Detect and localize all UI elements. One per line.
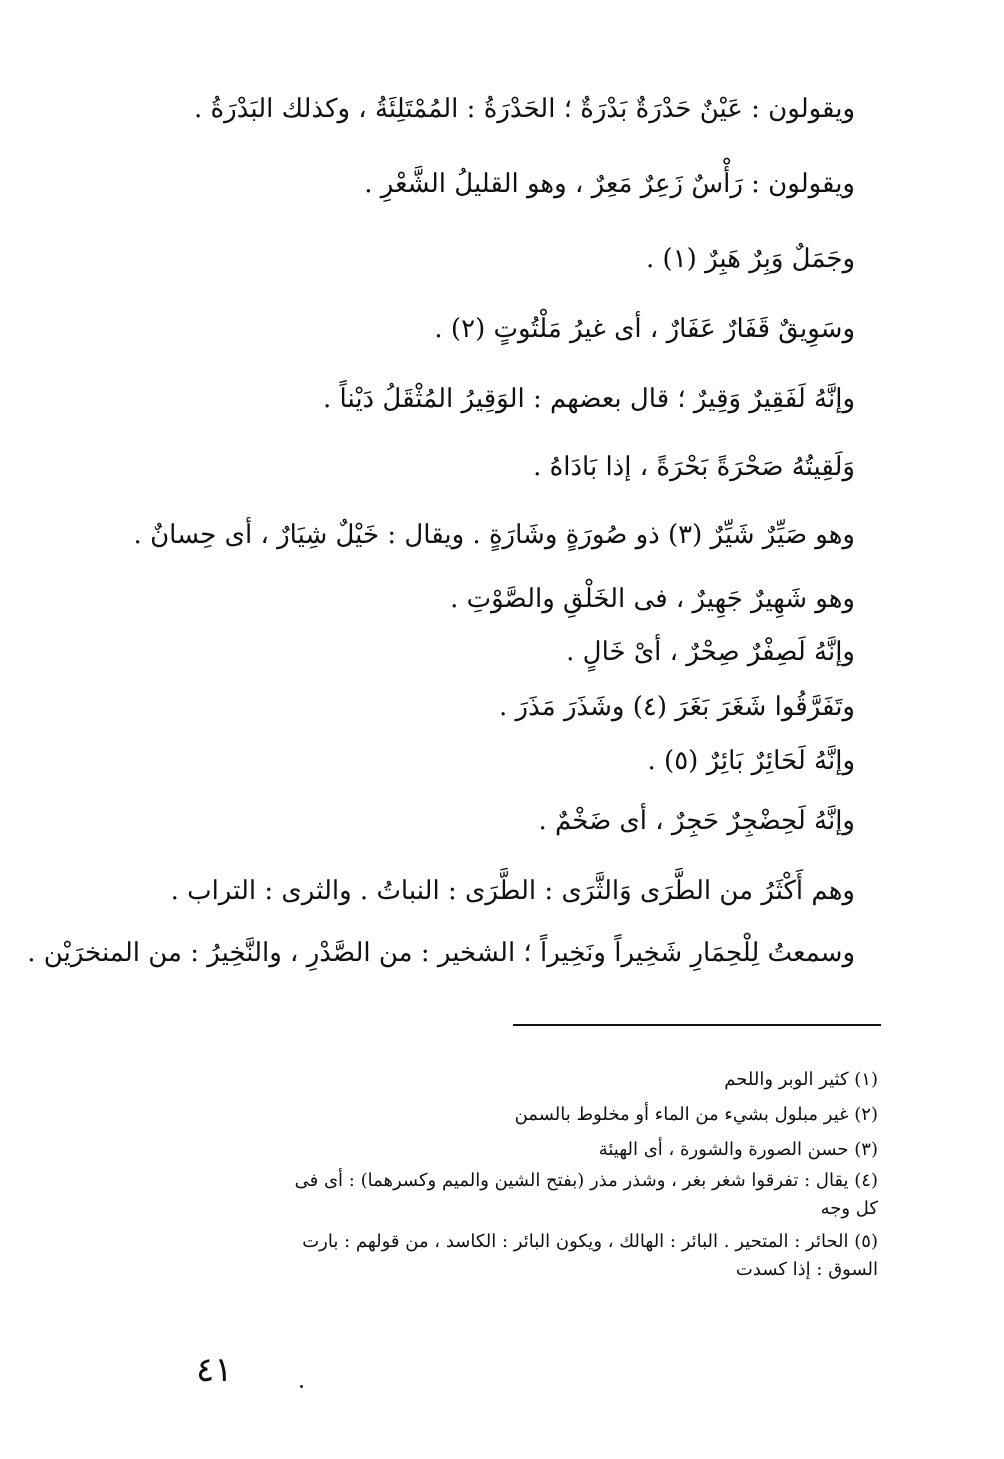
main-text-line: وهو شَهِيرٌ جَهِيرٌ ، فى الخَلْقِ والصَّوْتِ .	[450, 584, 855, 614]
main-text-line: وجَمَلٌ وَبِرٌ هَبِرٌ (١) .	[646, 244, 855, 274]
footnote-3: (٣) حسن الصورة والشورة ، أى الهيئة	[598, 1139, 878, 1160]
main-text-line: ويقولون : عَيْنٌ حَدْرَةٌ بَدْرَةٌ ؛ الحَدْرَةُ : المُمْتَلِئَةُ ، وكذلك البَدْرَةُ .	[194, 94, 855, 124]
main-text-line: وهو صَيِّرٌ شَيِّرٌ (٣) ذو صُورَةٍ وشَارَةٍ . ويقال : خَيْلٌ شِيَارٌ ، أى حِسانٌ .	[133, 520, 855, 550]
footnote-4-continuation: كل وجه	[820, 1198, 878, 1219]
main-text-line: وتَفَرَّقُوا شَغَرَ بَغَرَ (٤) وشَذَرَ مَذَرَ .	[499, 692, 855, 722]
main-text-line: وإنَّهُ لَفَقِيرٌ وَقِيرٌ ؛ قال بعضهم : الوَقِيرُ المُثْقَلُ دَيْناً .	[323, 384, 855, 414]
main-text-line: وإنَّهُ لَحِضْجِرٌ حَجِرٌ ، أى ضَخْمٌ .	[538, 806, 855, 836]
main-text-line: وإنَّهُ لَحَائِرٌ بَائِرٌ (٥) .	[647, 746, 855, 776]
footnote-1: (١) كثير الوبر واللحم	[724, 1069, 878, 1090]
main-text-line: وَلَقِيتُهُ صَحْرَةً بَحْرَةً ، إذا بَادَاهُ .	[533, 452, 855, 482]
page-number: ٤١	[196, 1350, 233, 1390]
main-text-line: وسمعتُ لِلْحِمَارِ شَخِيراً ونَخِيراً ؛ الشخير : من الصَّدْرِ ، والنَّخِيرُ : من المنخرَيْن .	[27, 938, 855, 968]
footnote-2: (٢) غير مبلول بشيء من الماء أو مخلوط بالسمن	[514, 1104, 878, 1125]
main-text-line: وسَوِيقٌ قَفَارٌ عَفَارٌ ، أى غيرُ مَلْتُوتٍ (٢) .	[434, 314, 855, 344]
main-text-line: ويقولون : رَأْسٌ زَعِرٌ مَعِرٌ ، وهو القليلُ الشَّعْرِ .	[364, 169, 855, 199]
main-text-line: وإنَّهُ لَصِفْرٌ صِحْرٌ ، أىْ خَالٍ .	[566, 637, 855, 667]
footnotes-block	[130, 1066, 878, 1284]
footnote-separator	[513, 1024, 881, 1026]
footnote-5: (٥) الحائر : المتحير . البائر : الهالك ، ويكون البائر : الكاسد ، من قولهم : بارت	[302, 1231, 878, 1252]
scan-speck	[300, 1385, 303, 1388]
main-text-line: وهم أَكْثَرُ من الطَّرَى وَالثَّرَى : الطَّرَى : النباتُ . والثرى : التراب .	[170, 876, 855, 906]
footnote-4: (٤) يقال : تفرقوا شغر بغر ، وشذر مذر (بفتح الشين والميم وكسرهما) : أى فى	[294, 1170, 878, 1191]
footnote-5-continuation: السوق : إذا كسدت	[735, 1259, 878, 1280]
